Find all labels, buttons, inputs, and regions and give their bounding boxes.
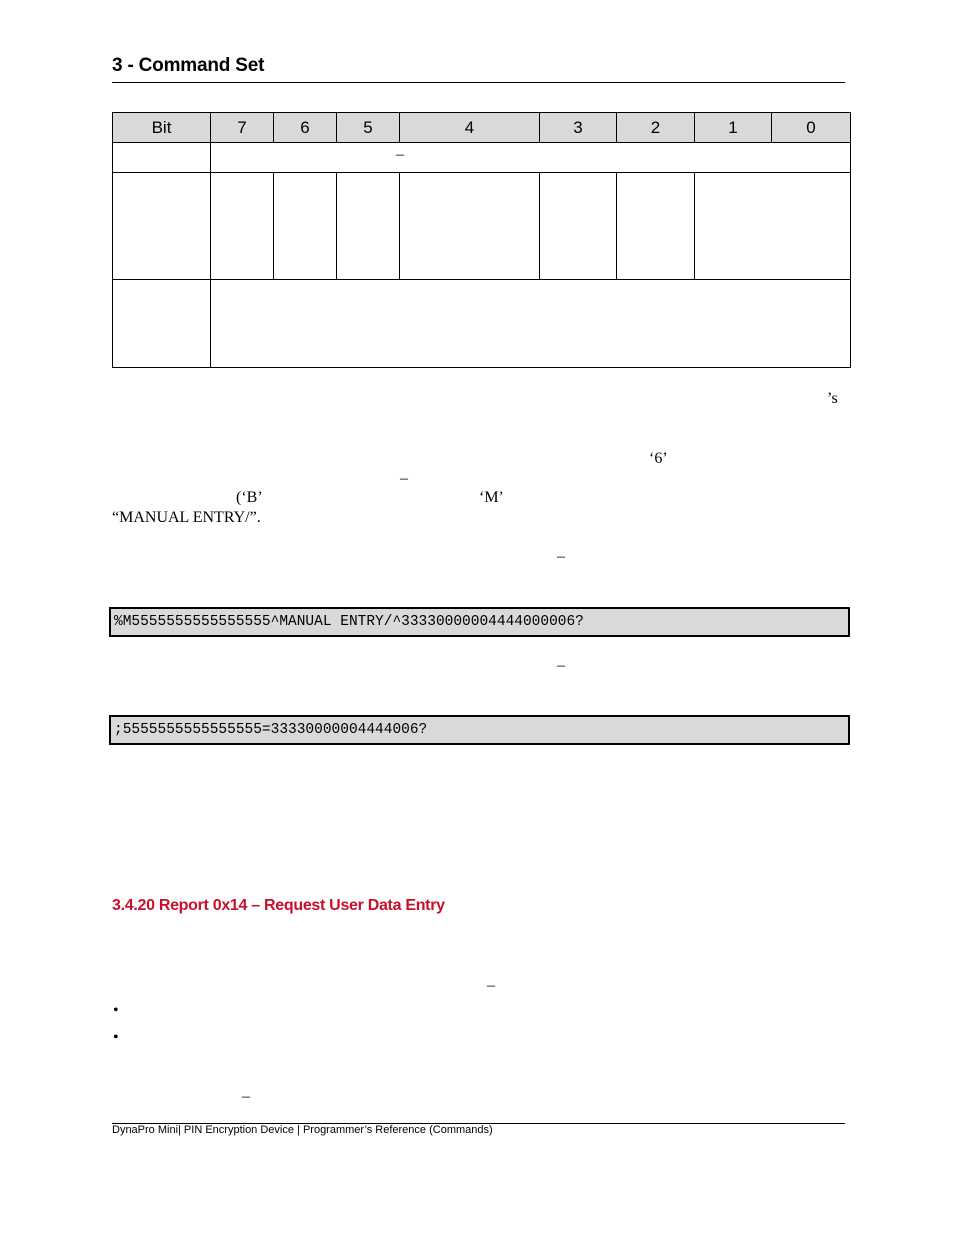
header-bit-5: 5 [337, 113, 400, 143]
table-cell [337, 173, 400, 280]
text-fragment: – [557, 657, 565, 674]
bullet-point: • [113, 1029, 119, 1046]
text-fragment: – [557, 548, 565, 565]
table-cell [695, 173, 851, 280]
header-bit-2: 2 [617, 113, 695, 143]
table-cell [274, 173, 337, 280]
table-cell-merged [211, 143, 851, 173]
text-fragment: “MANUAL ENTRY/”. [112, 509, 261, 526]
text-fragment: (‘B’ [236, 489, 263, 506]
header-bit-4: 4 [400, 113, 540, 143]
text-fragment: – [400, 470, 408, 487]
dash-glyph: – [396, 146, 404, 163]
header-bit-0: 0 [772, 113, 851, 143]
code-sample-track1: %M5555555555555555^MANUAL ENTRY/^33330000004444000006? [109, 607, 850, 637]
header-bit-7: 7 [211, 113, 274, 143]
text-fragment: – [242, 1088, 250, 1105]
header-bit: Bit [113, 113, 211, 143]
table-cell [211, 173, 274, 280]
header-bit-3: 3 [540, 113, 617, 143]
page-footer: DynaPro Mini| PIN Encryption Device | Programmer’s Reference (Commands) [112, 1124, 493, 1136]
table-row [113, 173, 851, 280]
table-cell [113, 143, 211, 173]
bit-table-header-row [113, 113, 851, 143]
section-heading: 3 - Command Set [112, 55, 265, 76]
text-fragment: ‘M’ [479, 489, 504, 506]
header-bit-6: 6 [274, 113, 337, 143]
bullet-point: • [113, 1002, 119, 1019]
table-cell [400, 173, 540, 280]
header-rule [112, 82, 845, 83]
table-cell-merged [211, 280, 851, 368]
table-cell [113, 280, 211, 368]
table-cell [113, 173, 211, 280]
table-row [113, 280, 851, 368]
table-cell [617, 173, 695, 280]
text-fragment: ‘6’ [649, 450, 668, 467]
table-row [113, 143, 851, 173]
header-bit-1: 1 [695, 113, 772, 143]
text-fragment: – [487, 977, 495, 994]
code-sample-track2: ;5555555555555555=33330000004444006? [109, 715, 850, 745]
bit-table [112, 112, 851, 368]
text-fragment: ’s [827, 390, 838, 407]
table-cell [540, 173, 617, 280]
subsection-heading: 3.4.20 Report 0x14 – Request User Data Entry [112, 897, 445, 914]
